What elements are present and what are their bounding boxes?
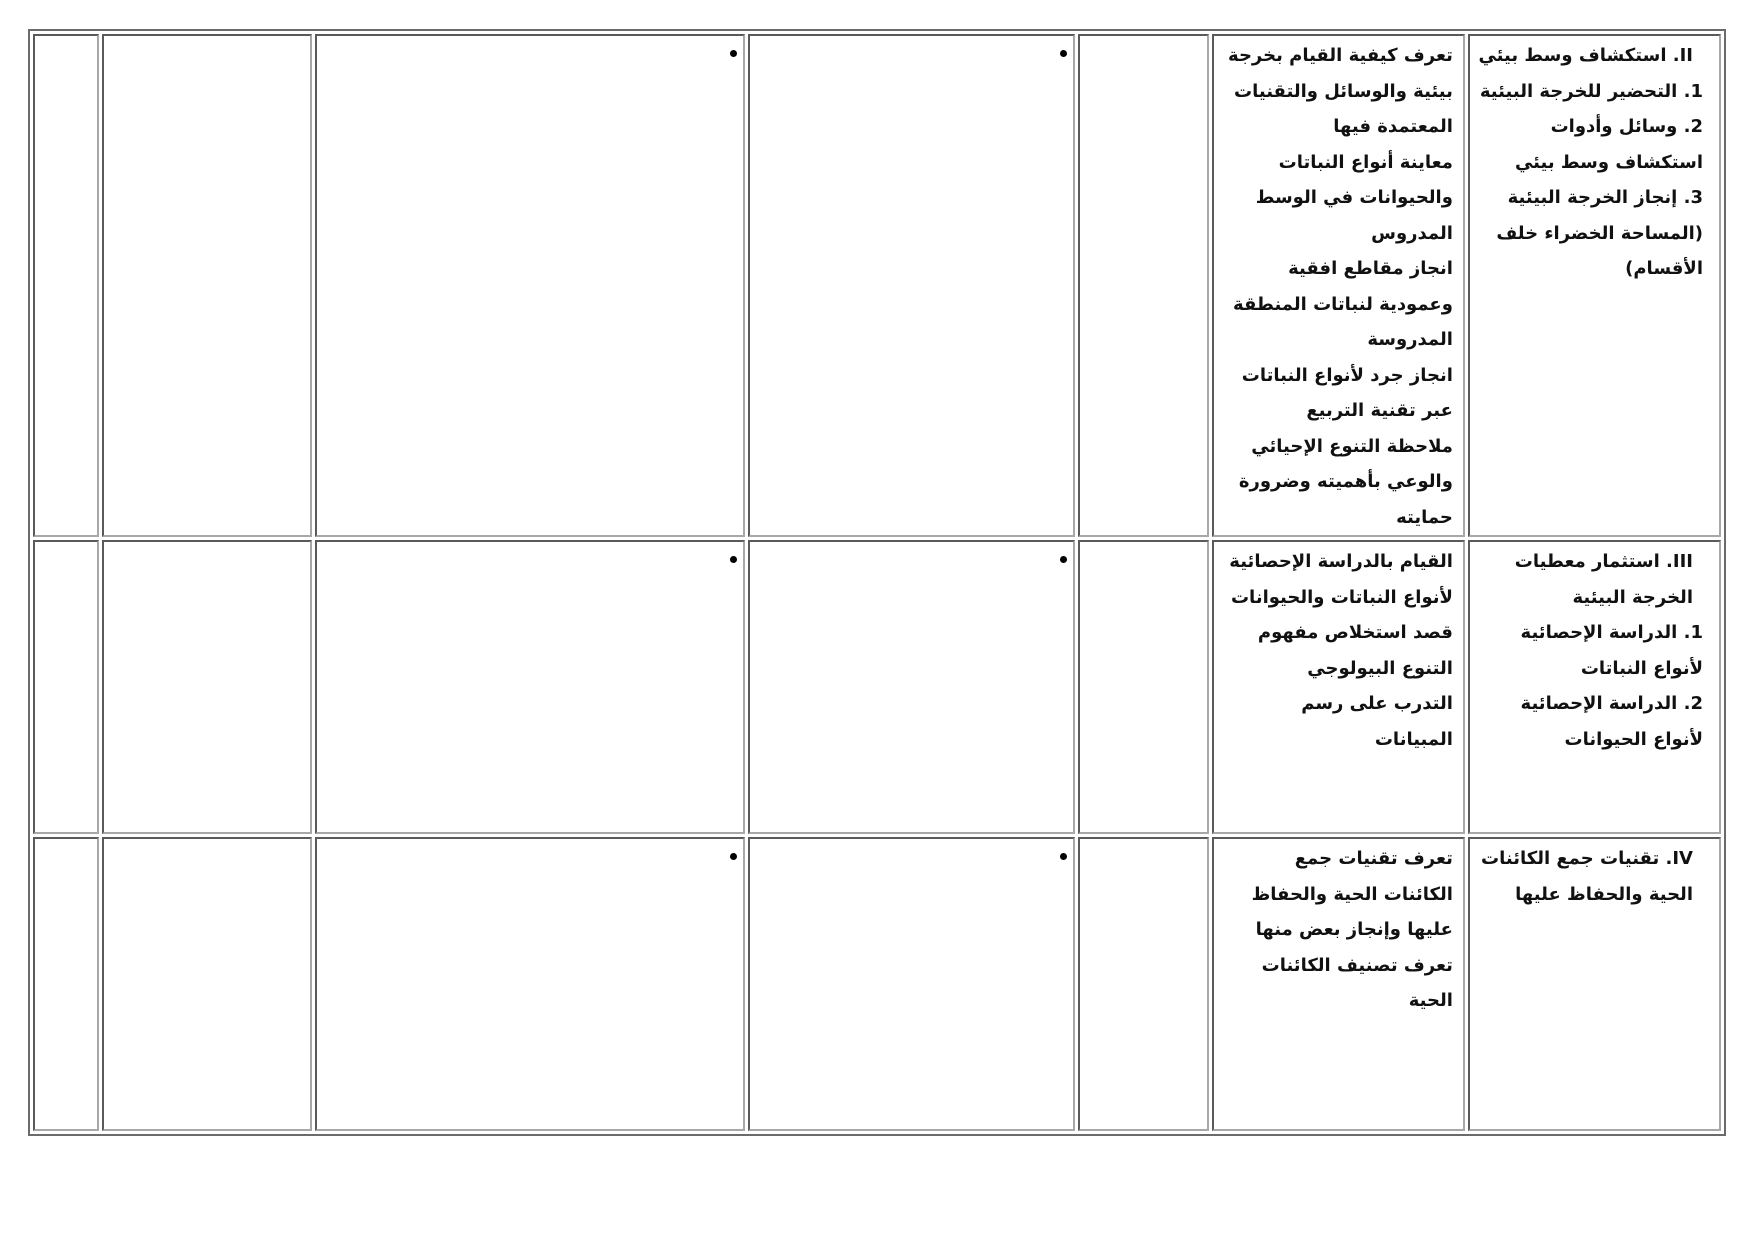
- unit-title: III. استثمار معطيات الخرجة البيئية: [1514, 551, 1693, 608]
- unit-cell: [1468, 540, 1721, 834]
- table-row: [33, 540, 1721, 834]
- objectives-cell: [1212, 837, 1465, 1131]
- empty-cell: [33, 540, 99, 834]
- unit-item: 1. الدراسة الإحصائية لأنواع النباتات: [1520, 622, 1703, 679]
- unit-cell: [1468, 837, 1721, 1131]
- objectives-text: تعرف تقنيات جمع الكائنات الحية والحفاظ عليها وإنجاز بعض منها تعرف تصنيف الكائنات الحية: [1251, 848, 1453, 1011]
- objectives-cell: [1212, 34, 1465, 537]
- unit-item: 2. وسائل وأدوات استكشاف وسط بيئي: [1514, 116, 1703, 173]
- empty-cell: [33, 837, 99, 1131]
- bullet-icon: [1060, 50, 1067, 57]
- bullet-cell: [748, 837, 1075, 1131]
- empty-cell: [1078, 837, 1209, 1131]
- table-row: [33, 34, 1721, 537]
- bullet-cell: [748, 540, 1075, 834]
- bullet-icon: [730, 50, 737, 57]
- bullet-cell: [315, 34, 745, 537]
- unit-item: 2. الدراسة الإحصائية لأنواع الحيوانات: [1520, 693, 1703, 750]
- objectives-text: القيام بالدراسة الإحصائية لأنواع النباتات والحيوانات قصد استخلاص مفهوم التنوع البيولوجي التدرب على رسم المبيانات: [1229, 551, 1453, 750]
- unit-item: 1. التحضير للخرجة البيئية: [1479, 80, 1703, 102]
- bullet-icon: [1060, 556, 1067, 563]
- bullet-cell: [315, 837, 745, 1131]
- empty-cell: [1078, 540, 1209, 834]
- bullet-icon: [1060, 853, 1067, 860]
- curriculum-table: [28, 29, 1726, 1136]
- empty-cell: [102, 540, 312, 834]
- unit-title: IV. تقنيات جمع الكائنات الحية والحفاظ عليها: [1481, 848, 1693, 905]
- table-row: [33, 837, 1721, 1131]
- objectives-cell: [1212, 540, 1465, 834]
- unit-title: II. استكشاف وسط بيئي: [1478, 45, 1693, 66]
- empty-cell: [1078, 34, 1209, 537]
- empty-cell: [33, 34, 99, 537]
- unit-cell: [1468, 34, 1721, 537]
- empty-cell: [102, 837, 312, 1131]
- bullet-cell: [748, 34, 1075, 537]
- empty-cell: [102, 34, 312, 537]
- objectives-text: تعرف كيفية القيام بخرجة بيئية والوسائل والتقنيات المعتمدة فيها معاينة أنواع النباتات والحيوانات في الوسط المدروس انجاز مقاطع افقية وعمودية لنباتات المنطقة المدروسة انجاز جرد لأنواع النباتات عبر تقنية التربيع ملاحظة التنوع الإحيائي والوعي بأهميته وضرورة حمايته: [1228, 45, 1453, 528]
- bullet-cell: [315, 540, 745, 834]
- bullet-icon: [730, 556, 737, 563]
- unit-item: 3. إنجاز الخرجة البيئية (المساحة الخضراء خلف الأقسام): [1496, 187, 1703, 279]
- bullet-icon: [730, 853, 737, 860]
